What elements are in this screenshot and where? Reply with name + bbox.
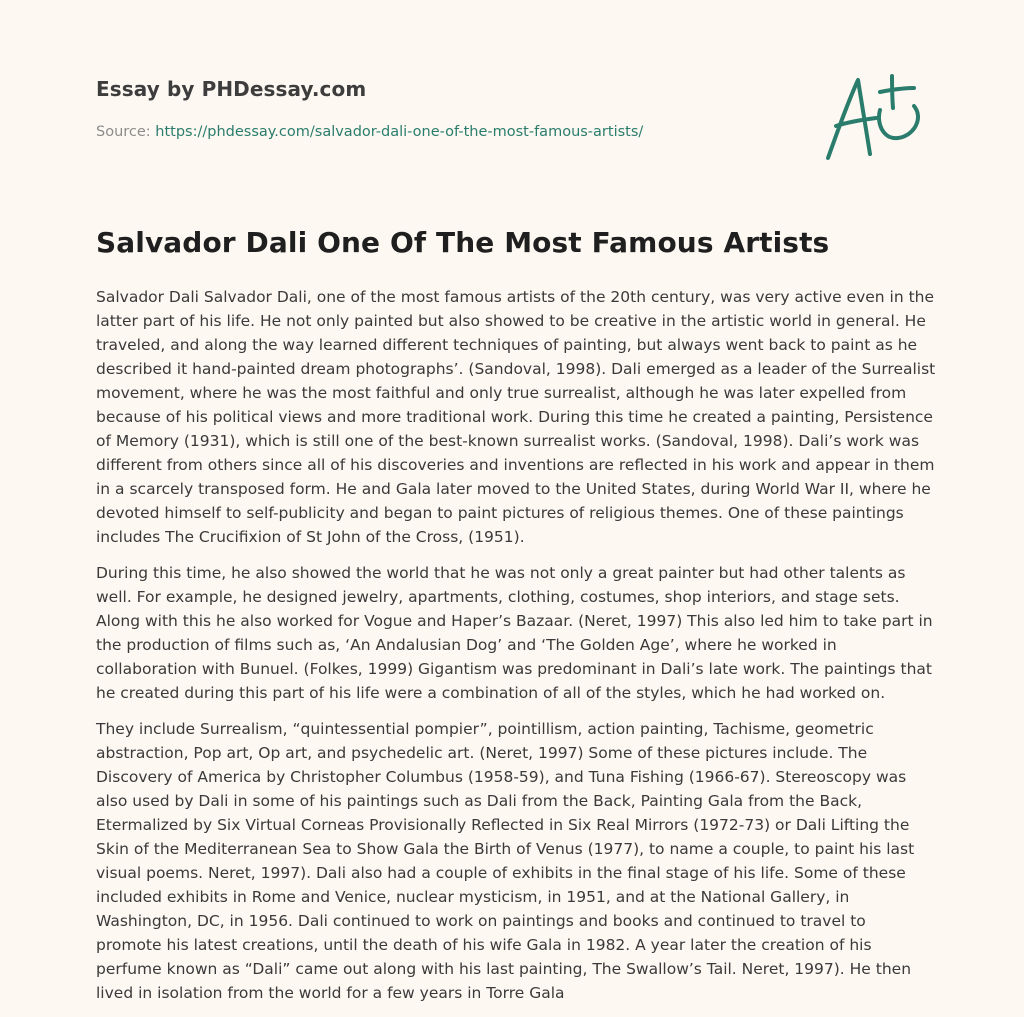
essay-paragraph: They include Surrealism, “quintessential pompier”, pointillism, action painting, Tachisme, geometric abstraction, Pop art, Op art, and psychedelic art. (Neret, 1997) Some of these pictures include. The Discovery of America by Christopher Columbus (1958-59), and Tuna Fishing (1966-67). Stereoscopy was also used by Dali in some of his paintings such as Dali from the Back, Painting Gala from the Back, Etermalized by Six Virtual Corneas Provisionally Reflected in Six Real Mirrors (1972-73) or Dali Lifting the Skin of the Mediterranean Sea to Show Gala the Birth of Venus (1977), to name a couple, to paint his last visual poems. Neret, 1997). Dali also had a couple of exhibits in the final stage of his life. Some of these included exhibits in Rome and Venice, nuclear mysticism, in 1951, and at the National Gallery, in Washington, DC, in 1956. Dali continued to work on paintings and books and continued to travel to promote his latest creations, until the death of his wife Gala in 1982. A year later the creation of his perfume known as “Dali” came out along with his last painting, The Swallow’s Tail. Neret, 1997). He then lived in isolation from the world for a few years in Torre Gala [96,720,915,1002]
site-brand: Essay by PHDessay.com [96,77,367,101]
source-link[interactable]: https://phdessay.com/salvador-dali-one-of-the-most-famous-artists/ [155,124,644,140]
source-label: Source: [96,124,156,140]
essay-paragraph: During this time, he also showed the world that he was not only a great painter but had other talents as well. For example, he designed jewelry, apartments, clothing, costumes, shop interiors, and stage sets. Along with this he also worked for Vogue and Haper’s Bazaar. (Neret, 1997) This also led him to take part in the production of films such as, ‘An Andalusian Dog’ and ‘The Golden Age’, where he worked in collaboration with Bunuel. (Folkes, 1999) Gigantism was predominant in Dali’s late work. The paintings that he created during this part of his life were a combination of all of the styles, which he had worked on. [96,564,933,702]
essay-paragraph: Salvador Dali Salvador Dali, one of the most famous artists of the 20th century, was very active even in the latter part of his life. He not only painted but also showed to be creative in the artistic world in general. He traveled, and along the way learned different techniques of painting, but always went back to paint as he described it hand-painted dream photographs’. (Sandoval, 1998). Dali emerged as a leader of the Surrealist movement, where he was the most faithful and only true surrealist, although he was later expelled from because of his political views and more traditional work. During this time he created a painting, Persistence of Memory (1931), which is still one of the best-known surrealist works. (Sandoval, 1998). Dali’s work was different from others since all of his discoveries and inventions are reflected in his work and appear in them in a scarcely transposed form. He and Gala later moved to the United States, during World War II, where he devoted himself to self-publicity and began to paint pictures of religious themes. One of these paintings includes The Crucifixion of St John of the Cross, (1951). [96,288,936,546]
source-line [96,124,643,140]
a-plus-grade-icon [822,68,926,164]
essay-body [96,285,936,1017]
essay-title: Salvador Dali One Of The Most Famous Artists [96,226,830,259]
